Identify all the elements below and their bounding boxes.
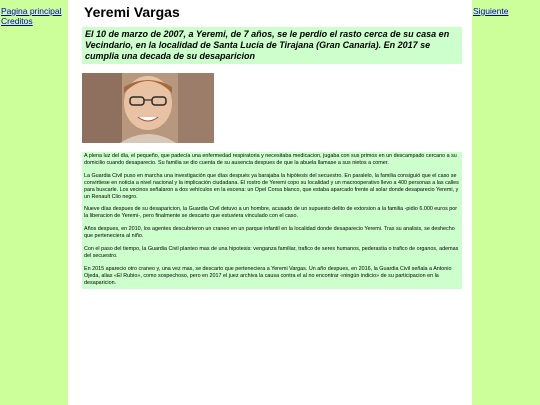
paragraph: A plena luz del día, el pequeño, que padecía una enfermedad respiratoria y necesitaba medicacion, jugaba con sus primos en un descampado cercano a su domicilio cuando desaparecio. Su familia se dio cuenta de su ausencia despues de que la abuela llamase a sus nietos a comer. <box>84 153 457 166</box>
lead-paragraph: El 10 de marzo de 2007, a Yeremi, de 7 años, se le perdio el rasto cerca de su casa en Vecindario, en la localidad de Santa Lucía de Tirajana (Gran Canaria). En 2017 se cumplia una decada de su desaparicion <box>82 27 462 64</box>
article-body <box>82 152 462 289</box>
paragraph: La Guardia Civil puso en marcha una investigación que días después ya barajaba la hipótesis del secuestro. En paralelo, la familia consiguió que el caso se convirtiese en noticia a nivel nacional y la implicación ciudadana. El rostro de Yeremi copo su localidad y un macrooperativo llevo a 400 personas a las calles para buscarle. Los vecinos señalaron a dos vehículos en la escena: un Opel Corsa blanco, que estaba aparcado frente al solar donde desaparecio Yeremi, y un Renault Clio negro. <box>84 172 459 200</box>
right-sidebar <box>472 0 540 405</box>
paragraph: Con el paso del tiempo, la Guardia Civil planteo mas de una hipotesis: venganza familiar, trafico de seres humanos, pederastia o trafico de organos, ademas del secuestro. <box>84 246 459 259</box>
next-link[interactable]: Siguiente <box>473 6 509 16</box>
paragraph: Años despues, en 2010, los agentes descubrieron un craneo en un parque infantil en la localidad donde desaparecio Yeremi. Tras su analisis, se deshecho que perteneciera al niño. <box>84 226 455 240</box>
paragraph: En 2015 aparecio otro craneo y, una vez mas, se descarto que perteneciera a Yeremi Vargas. Un año despues, en 2016, la Guardia Civil señala a Antonio Ojeda, alias «El Rubio», como sospechoso, pero en 2017 el juez archiva la causa contra el al no encontrar «ningún indicio» de su participacion en la desaparicion. <box>84 265 452 286</box>
paragraph: Nueve días despues de su desaparicion, la Guardia Civil detuvo a un hombre, acusado de un supuesto delito de extorsion a la familia -pidio 6.000 euros por la liberacion de Yeremi-, pero finalmente se descarto que estuviera vinculado con el caso. <box>84 206 458 220</box>
credits-link[interactable]: Creditos <box>1 16 33 26</box>
left-sidebar <box>0 0 68 405</box>
page-title: Yeremi Vargas <box>84 4 180 20</box>
child-photo <box>82 73 214 143</box>
home-link[interactable]: Pagina principal <box>1 6 62 16</box>
main-content <box>82 0 462 289</box>
